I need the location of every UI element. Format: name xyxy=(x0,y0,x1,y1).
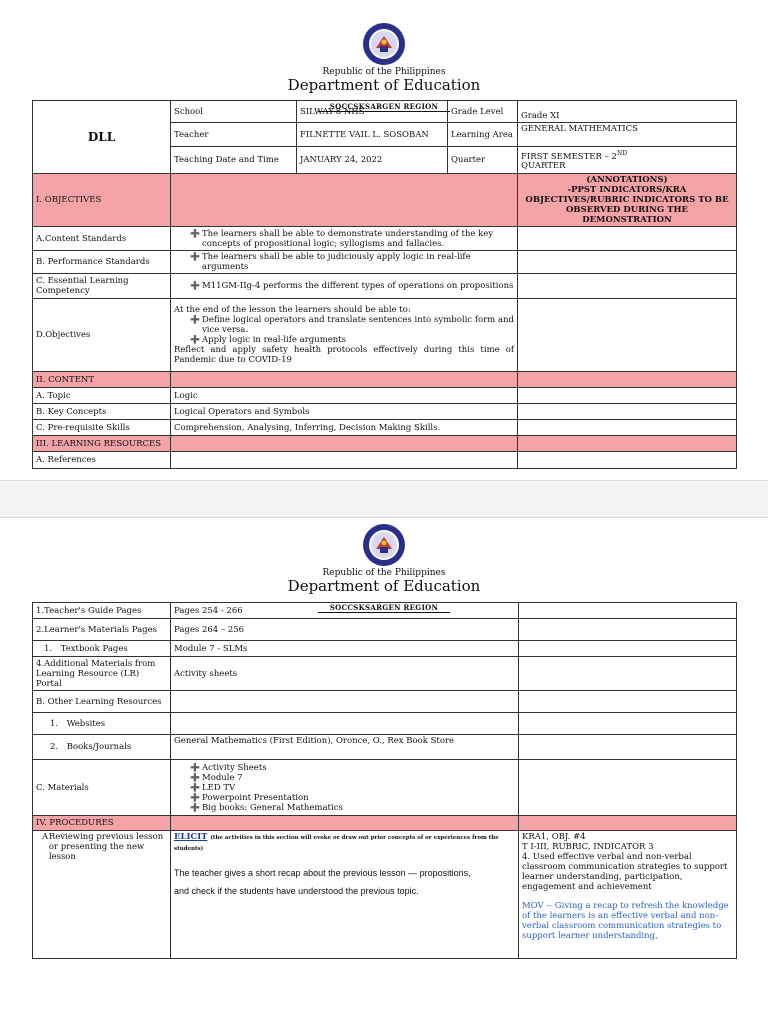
annotation-cell xyxy=(518,227,737,251)
grade-level-value: Grade XI xyxy=(518,101,737,123)
procedure-a-cell: ELICIT (the activities in this section will evoke or draw out prior concepts of or experiences from the students) The teacher gives a short recap about the previous lesson — propositions, and check if the students have understood the previous topic. xyxy=(171,831,519,959)
lm-label: 2.Learner's Materials Pages xyxy=(33,619,171,641)
republic-text: Republic of the Philippines xyxy=(322,67,446,77)
performance-standards-label: B. Performance Standards xyxy=(33,251,171,274)
materials-item: ➕ Powerpoint Presentation xyxy=(190,792,309,803)
procedure-a-annotation: KRA1, OBJ. #4 T I-III, RUBRIC, INDICATOR 3 4. Used effective verbal and non-verbal classroom communication strategies to support learner understanding, participation, engagement and achievement MOV -- Giving a recap to refresh the knowledge of the learners is an effective verbal and non-verbal classroom communication strategies to support learner understanding, xyxy=(519,831,737,959)
content-standards-label: A.Content Standards xyxy=(33,227,171,251)
objectives-cell: At the end of the lesson the learners should be able to: ➕ Define logical operators and translate sentences into symbolic form and vice versa. ➕ Apply logic in real-life arguments Reflect and apply safety health protocols effectively during this time of Pandemic due to COVID-19 xyxy=(171,299,518,372)
region-label: SOCCSKSARGEN REGION xyxy=(318,603,451,613)
school-label: School xyxy=(171,101,297,123)
date-value: JANUARY 24, 2022 xyxy=(297,147,448,174)
materials-item: ➕ Module 7 xyxy=(190,772,243,783)
competency-cell: ➕ M11GM-IIg-4 performs the different types of operations on propositions xyxy=(171,274,518,299)
procedure-a-label: A Reviewing previous lesson or presenting the new lesson xyxy=(33,831,171,959)
competency-label: C. Essential Learning Competency xyxy=(33,274,171,299)
teacher-value: FILNETTE VAIL L. SOSOBAN xyxy=(297,123,448,147)
lm-value: Pages 264 – 256 xyxy=(171,619,519,641)
quarter-value: FIRST SEMESTER – 2ND QUARTER xyxy=(518,147,737,174)
materials-item: ➕ Activity Sheets xyxy=(190,762,267,773)
textbook-label: 1. Textbook Pages xyxy=(33,641,171,657)
page-header xyxy=(0,523,768,614)
content-standards-cell: ➕ The learners shall be able to demonstrate understanding of the key concepts of propositional logic; syllogisms and fallacies. xyxy=(171,227,518,251)
materials-cell xyxy=(171,760,519,816)
department-title: Department of Education xyxy=(287,76,481,94)
annotation-cell xyxy=(518,251,737,274)
grade-level-label: Grade Level xyxy=(448,101,518,123)
deped-seal-icon xyxy=(362,22,406,66)
textbook-value: Module 7 - SLMs xyxy=(171,641,519,657)
other-resources-label: B. Other Learning Resources xyxy=(33,691,171,713)
websites-label: 1. Websites xyxy=(33,713,171,735)
books-label: 2. Books/Journals xyxy=(33,735,171,760)
republic-text: Republic of the Philippines xyxy=(322,568,446,578)
annotations-header: (ANNOTATIONS) -PPST INDICATORS/KRA OBJECTIVES/RUBRIC INDICATORS TO BE OBSERVED DURING THE DEMONSTRATION xyxy=(518,174,737,227)
procedures-heading: IV. PROCEDURES xyxy=(33,816,171,831)
teacher-label: Teacher xyxy=(171,123,297,147)
content-heading: II. CONTENT xyxy=(33,372,171,388)
dll-table xyxy=(32,100,737,469)
prereq-label: C. Pre-requisite Skills xyxy=(33,420,171,436)
resources-table xyxy=(32,602,737,959)
date-label: Teaching Date and Time xyxy=(171,147,297,174)
objectives-heading: I. OBJECTIVES xyxy=(33,174,171,227)
quarter-label: Quarter xyxy=(448,147,518,174)
topic-label: A. Topic xyxy=(33,388,171,404)
annotation-cell xyxy=(518,299,737,372)
objectives-heading-blank xyxy=(171,174,518,227)
elicit-link[interactable]: ELICIT xyxy=(174,832,208,842)
key-concepts-value: Logical Operators and Symbols xyxy=(171,404,518,420)
prereq-value: Comprehension, Analysing, Inferring, Decision Making Skills. xyxy=(171,420,518,436)
page-gap xyxy=(0,480,768,518)
books-value: General Mathematics (First Edition), Oronce, O., Rex Book Store xyxy=(171,735,519,760)
school-value: SILWAY-8 NHS xyxy=(297,101,448,123)
materials-item: ➕ Big books: General Mathematics xyxy=(190,802,343,813)
additional-materials-label: 4.Additional Materials from Learning Resource (LR) Portal xyxy=(33,657,171,691)
topic-value: Logic xyxy=(171,388,518,404)
annotation-cell xyxy=(518,274,737,299)
references-label: A. References xyxy=(33,452,171,469)
learning-area-label: Learning Area xyxy=(448,123,518,147)
dll-label: DLL xyxy=(33,101,171,174)
tg-label: 1.Teacher's Guide Pages xyxy=(33,603,171,619)
learning-area-value: GENERAL MATHEMATICS xyxy=(518,123,737,147)
resources-heading: III. LEARNING RESOURCES xyxy=(33,436,171,452)
page-two xyxy=(0,517,768,1024)
deped-seal-icon xyxy=(362,523,406,567)
department-title: Department of Education xyxy=(287,577,481,595)
materials-item: ➕ LED TV xyxy=(190,782,236,793)
additional-materials-value: Activity sheets xyxy=(171,657,519,691)
tg-value: Pages 254 - 266 xyxy=(171,603,519,619)
page-one xyxy=(0,0,768,480)
region-label: SOCCSKSARGEN REGION xyxy=(318,102,451,112)
materials-label: C. Materials xyxy=(33,760,171,816)
objectives-label: D.Objectives xyxy=(33,299,171,372)
performance-standards-cell: ➕ The learners shall be able to judiciously apply logic in real-life arguments xyxy=(171,251,518,274)
objective-item: ➕ Define logical operators and translate sentences into symbolic form and vice versa. xyxy=(190,315,514,335)
objective-item: ➕ Apply logic in real-life arguments xyxy=(190,335,347,345)
key-concepts-label: B. Key Concepts xyxy=(33,404,171,420)
